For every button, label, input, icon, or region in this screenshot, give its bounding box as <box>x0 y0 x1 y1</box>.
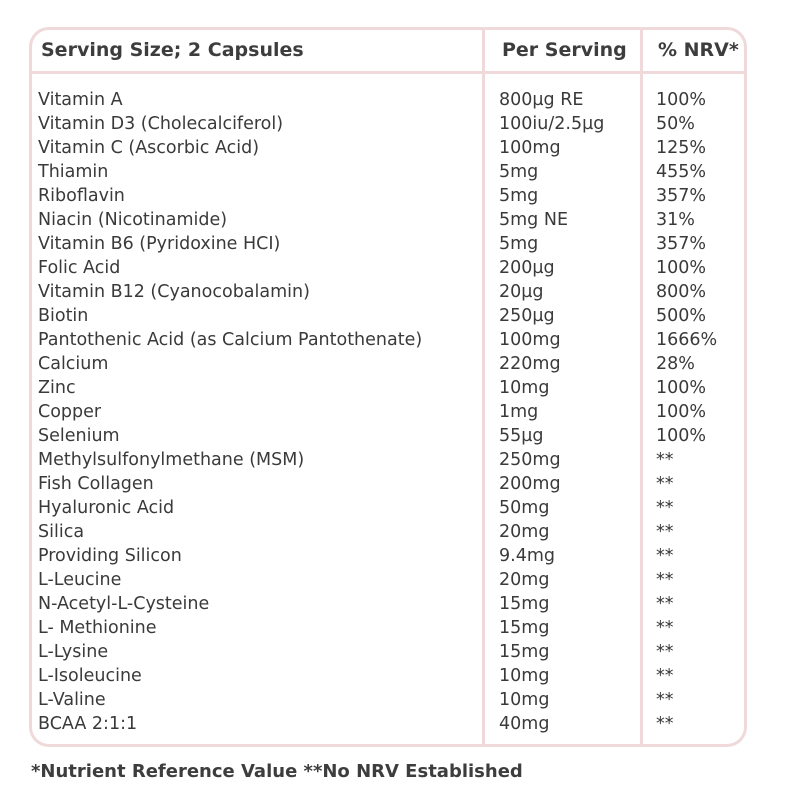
nutrient-name: Zinc <box>38 378 76 398</box>
per-serving-amount: 100iu/2.5µg <box>499 114 605 134</box>
per-serving-amount: 250mg <box>499 450 561 470</box>
nutrient-name: BCAA 2:1:1 <box>38 714 138 734</box>
per-serving-amount: 200mg <box>499 474 561 494</box>
nutrient-name: Selenium <box>38 426 120 446</box>
per-serving-amount: 15mg <box>499 642 550 662</box>
nutrient-name: L-Lysine <box>38 642 109 662</box>
per-serving-amount: 10mg <box>499 690 550 710</box>
per-serving-amount: 20mg <box>499 522 550 542</box>
nutrient-name: L-Isoleucine <box>38 666 142 686</box>
per-serving-amount: 5mg NE <box>499 210 569 230</box>
nutrient-name: Thiamin <box>38 162 109 182</box>
header-nrv: % NRV* <box>658 39 739 61</box>
nrv-percent: 455% <box>656 162 707 182</box>
per-serving-amount: 5mg <box>499 186 539 206</box>
nrv-percent: 31% <box>656 210 695 230</box>
per-serving-amount: 20µg <box>499 282 544 302</box>
nutrient-name: N-Acetyl-L-Cysteine <box>38 594 210 614</box>
per-serving-amount: 800µg RE <box>499 90 584 110</box>
table-row <box>32 184 744 208</box>
nutrient-name: Pantothenic Acid (as Calcium Pantothenate) <box>38 330 423 350</box>
nutrient-name: Vitamin D3 (Cholecalciferol) <box>38 114 284 134</box>
table-row <box>32 400 744 424</box>
nutrient-name: Folic Acid <box>38 258 121 278</box>
nutrient-name: Vitamin A <box>38 90 123 110</box>
per-serving-amount: 1mg <box>499 402 539 422</box>
nutrient-name: Calcium <box>38 354 109 374</box>
nutrient-name: Methylsulfonylmethane (MSM) <box>38 450 305 470</box>
per-serving-amount: 5mg <box>499 234 539 254</box>
nrv-percent: ** <box>656 474 674 494</box>
per-serving-amount: 55µg <box>499 426 544 446</box>
header-serving-size: Serving Size; 2 Capsules <box>41 39 304 61</box>
table-row <box>32 232 744 256</box>
nrv-percent: 357% <box>656 186 707 206</box>
nutrient-name: Hyaluronic Acid <box>38 498 175 518</box>
nutrient-name: Niacin (Nicotinamide) <box>38 210 228 230</box>
nutrient-name: Riboflavin <box>38 186 125 206</box>
nutrient-name: Vitamin C (Ascorbic Acid) <box>38 138 260 158</box>
table-row <box>32 352 744 376</box>
table-row <box>32 688 744 712</box>
header-divider <box>32 71 744 74</box>
table-row <box>32 280 744 304</box>
footnote: *Nutrient Reference Value **No NRV Established <box>31 761 523 782</box>
table-row <box>32 328 744 352</box>
nutrient-name: L-Leucine <box>38 570 122 590</box>
nrv-percent: 28% <box>656 354 695 374</box>
table-body <box>32 88 744 736</box>
table-row <box>32 160 744 184</box>
nrv-percent: ** <box>656 690 674 710</box>
nrv-percent: 100% <box>656 378 707 398</box>
nrv-percent: ** <box>656 546 674 566</box>
table-row <box>32 376 744 400</box>
per-serving-amount: 250µg <box>499 306 555 326</box>
table-row <box>32 304 744 328</box>
nutrient-name: Vitamin B6 (Pyridoxine HCI) <box>38 234 281 254</box>
nrv-percent: 800% <box>656 282 707 302</box>
table-row <box>32 568 744 592</box>
table-row <box>32 496 744 520</box>
per-serving-amount: 10mg <box>499 378 550 398</box>
table-row <box>32 88 744 112</box>
nrv-percent: ** <box>656 594 674 614</box>
nrv-percent: ** <box>656 450 674 470</box>
nrv-percent: 100% <box>656 90 707 110</box>
table-row <box>32 208 744 232</box>
per-serving-amount: 9.4mg <box>499 546 555 566</box>
table-row <box>32 136 744 160</box>
table-row <box>32 424 744 448</box>
per-serving-amount: 15mg <box>499 594 550 614</box>
nrv-percent: 357% <box>656 234 707 254</box>
nutrient-name: Silica <box>38 522 85 542</box>
nutrient-name: Vitamin B12 (Cyanocobalamin) <box>38 282 310 302</box>
per-serving-amount: 50mg <box>499 498 550 518</box>
per-serving-amount: 20mg <box>499 570 550 590</box>
table-row <box>32 712 744 736</box>
nutrient-name: Providing Silicon <box>38 546 182 566</box>
per-serving-amount: 100mg <box>499 330 561 350</box>
nrv-percent: 50% <box>656 114 695 134</box>
nutrient-name: L-Valine <box>38 690 106 710</box>
nrv-percent: ** <box>656 522 674 542</box>
per-serving-amount: 100mg <box>499 138 561 158</box>
nutrition-table <box>29 27 747 747</box>
nrv-percent: ** <box>656 570 674 590</box>
table-row <box>32 640 744 664</box>
table-row <box>32 472 744 496</box>
nutrient-name: Fish Collagen <box>38 474 154 494</box>
nutrient-name: Copper <box>38 402 102 422</box>
per-serving-amount: 5mg <box>499 162 539 182</box>
per-serving-amount: 15mg <box>499 618 550 638</box>
header-per-serving: Per Serving <box>502 39 627 61</box>
per-serving-amount: 40mg <box>499 714 550 734</box>
table-row <box>32 592 744 616</box>
table-row <box>32 664 744 688</box>
nrv-percent: 100% <box>656 258 707 278</box>
nrv-percent: 500% <box>656 306 707 326</box>
per-serving-amount: 220mg <box>499 354 561 374</box>
nrv-percent: ** <box>656 666 674 686</box>
per-serving-amount: 200µg <box>499 258 555 278</box>
table-row <box>32 520 744 544</box>
nutrient-name: Biotin <box>38 306 89 326</box>
nrv-percent: ** <box>656 714 674 734</box>
nrv-percent: ** <box>656 498 674 518</box>
nrv-percent: 100% <box>656 426 707 446</box>
table-row <box>32 448 744 472</box>
per-serving-amount: 10mg <box>499 666 550 686</box>
nutrient-name: L- Methionine <box>38 618 157 638</box>
table-row <box>32 616 744 640</box>
nrv-percent: ** <box>656 642 674 662</box>
nrv-percent: 100% <box>656 402 707 422</box>
nrv-percent: 1666% <box>656 330 718 350</box>
table-row <box>32 256 744 280</box>
nrv-percent: ** <box>656 618 674 638</box>
table-row <box>32 544 744 568</box>
nrv-percent: 125% <box>656 138 707 158</box>
table-row <box>32 112 744 136</box>
